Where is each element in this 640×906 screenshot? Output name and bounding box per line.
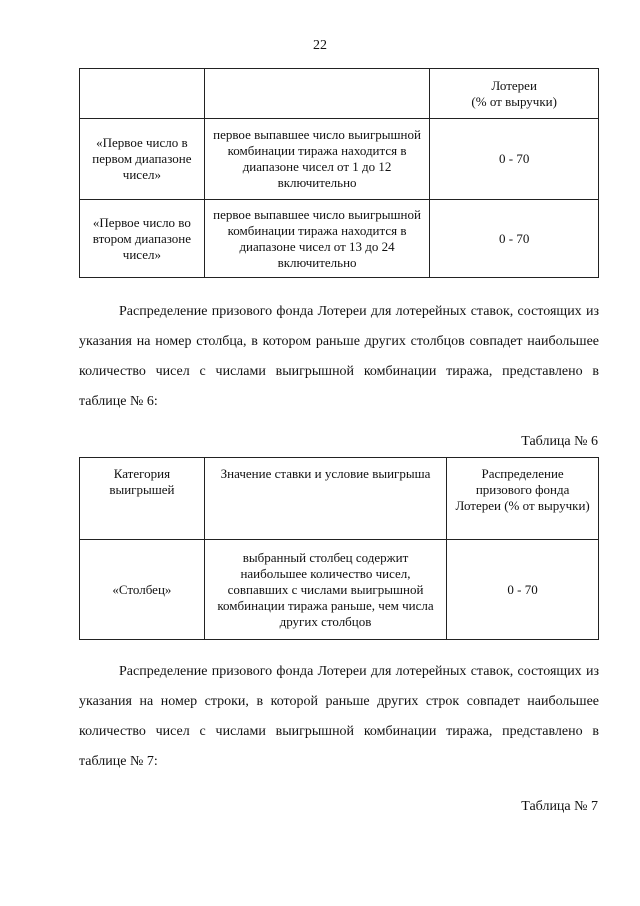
table-row — [80, 540, 599, 640]
header-cell: Лотереи (% от выручки) — [430, 69, 599, 119]
page-number: 22 — [313, 38, 327, 53]
table6-caption: Таблица № 6 — [521, 434, 598, 449]
prize-table-continued — [79, 68, 599, 278]
condition-cell: выбранный столбец содержит наибольшее количество чисел, совпавших с числами выигрышной комбинации тиража раньше, чем числа других столбцов — [204, 540, 446, 640]
table-row — [80, 200, 599, 278]
percent-cell: 0 - 70 — [430, 119, 599, 200]
table-6 — [79, 457, 599, 640]
category-cell: «Первое число во втором диапазоне чисел» — [80, 200, 205, 278]
table-row — [80, 119, 599, 200]
table-header-row — [80, 458, 599, 540]
table7-caption: Таблица № 7 — [521, 799, 598, 814]
percent-cell: 0 - 70 — [447, 540, 599, 640]
header-cell: Значение ставки и условие выигрыша — [204, 458, 446, 540]
header-cell — [80, 69, 205, 119]
header-cell: Категория выигрышей — [80, 458, 205, 540]
paragraph-table7-intro: Распределение призового фонда Лотереи для лотерейных ставок, состоящих из указания на номер строки, в которой раньше других строк совпадет наибольшее количество чисел с числами выигрышной комбинации тиража, представлено в таблице № 7: — [79, 664, 599, 769]
category-cell: «Первое число в первом диапазоне чисел» — [80, 119, 205, 200]
header-cell — [204, 69, 430, 119]
paragraph-table6-intro: Распределение призового фонда Лотереи для лотерейных ставок, состоящих из указания на номер столбца, в котором раньше других столбцов совпадет наибольшее количество чисел с числами выигрышной комбинации тиража, представлено в таблице № 6: — [79, 304, 599, 409]
condition-cell: первое выпавшее число выигрышной комбинации тиража находится в диапазоне чисел от 13 до 24 включительно — [204, 200, 430, 278]
table-header-row — [80, 69, 599, 119]
percent-cell: 0 - 70 — [430, 200, 599, 278]
condition-cell: первое выпавшее число выигрышной комбинации тиража находится в диапазоне чисел от 1 до 12 включительно — [204, 119, 430, 200]
header-cell: Распределение призового фонда Лотереи (% от выручки) — [447, 458, 599, 540]
category-cell: «Столбец» — [80, 540, 205, 640]
